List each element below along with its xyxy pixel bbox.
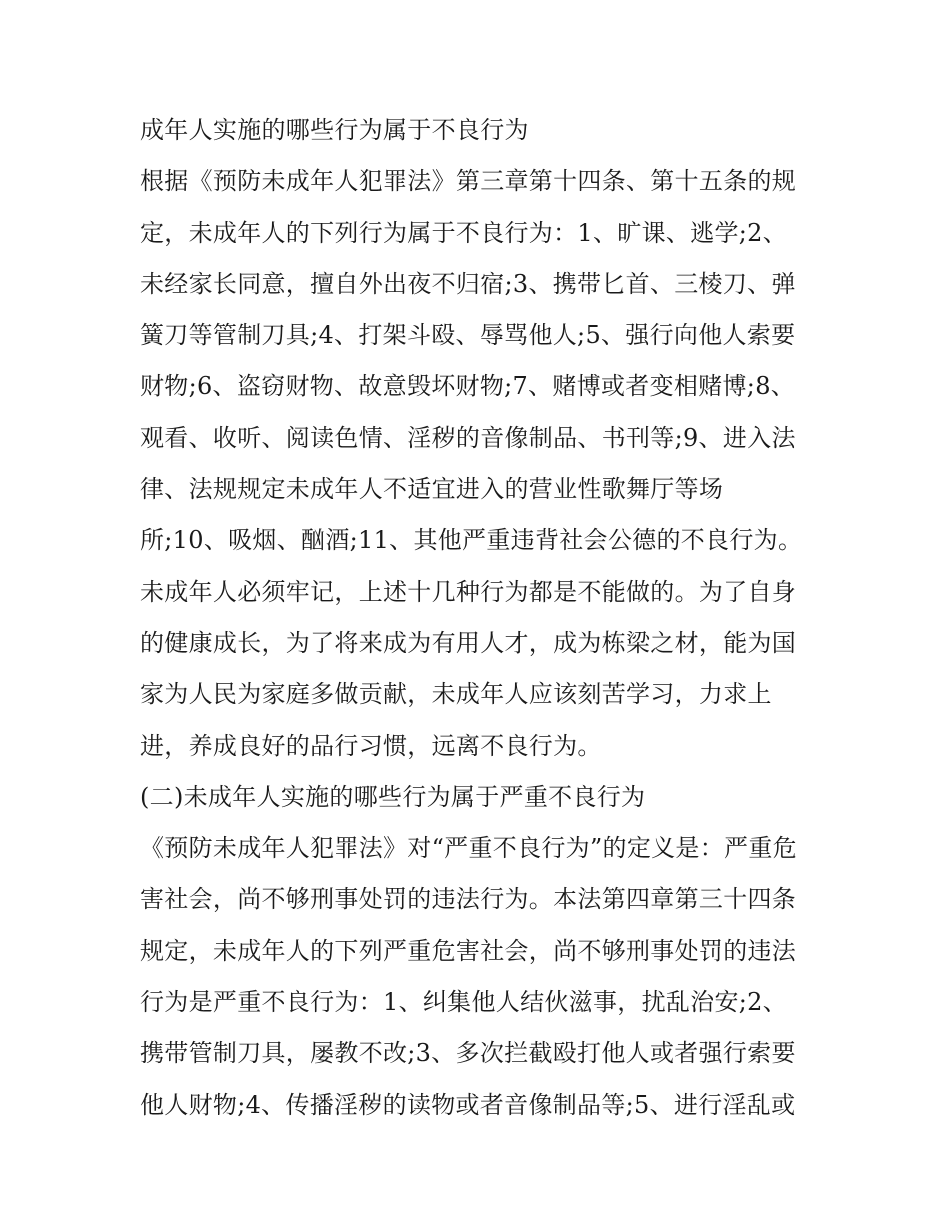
text-line: 家为人民为家庭多做贡献，未成年人应该刻苦学习，力求上: [140, 680, 772, 709]
text-line: 律、法规规定未成年人不适宜进入的营业性歌舞厅等场: [140, 475, 724, 504]
text-line: 财物;6、盗窃财物、故意毁坏财物;7、赌博或者变相赌博;8、: [140, 372, 796, 401]
document-body: [140, 108, 820, 1134]
text-line: 观看、收听、阅读色情、淫秽的音像制品、书刊等;9、进入法: [140, 423, 796, 452]
text-line: 根据《预防未成年人犯罪法》第三章第十四条、第十五条的规: [140, 167, 797, 196]
text-line: 簧刀等管制刀具;4、打架斗殴、辱骂他人;5、强行向他人索要: [140, 321, 796, 350]
text-line: 《预防未成年人犯罪法》对“严重不良行为”的定义是：严重危: [140, 834, 797, 863]
text-line: 规定，未成年人的下列严重危害社会，尚不够刑事处罚的违法: [140, 936, 797, 965]
text-line: 未经家长同意，擅自外出夜不归宿;3、携带匕首、三棱刀、弹: [140, 269, 796, 298]
text-line: 未成年人必须牢记，上述十几种行为都是不能做的。为了自身: [140, 577, 797, 606]
heading-serious-bad-behavior: (二)未成年人实施的哪些行为属于严重不良行为: [140, 782, 646, 811]
text-line: 携带管制刀具，屡教不改;3、多次拦截殴打他人或者强行索要: [140, 1039, 796, 1068]
text-line: 定，未成年人的下列行为属于不良行为：1、旷课、逃学;2、: [140, 218, 788, 247]
text-line: 所;10、吸烟、酗酒;11、其他严重违背社会公德的不良行为。: [140, 526, 803, 555]
text-line: 进，养成良好的品行习惯，远离不良行为。: [140, 731, 602, 760]
text-line: 害社会，尚不够刑事处罚的违法行为。本法第四章第三十四条: [140, 885, 797, 914]
heading-bad-behavior: 成年人实施的哪些行为属于不良行为: [140, 116, 529, 144]
text-line: 的健康成长，为了将来成为有用人才，成为栋梁之材，能为国: [140, 628, 797, 657]
text-line: 他人财物;4、传播淫秽的读物或者音像制品等;5、进行淫乱或: [140, 1090, 796, 1119]
text-line: 行为是严重不良行为：1、纠集他人结伙滋事，扰乱治安;2、: [140, 988, 788, 1017]
